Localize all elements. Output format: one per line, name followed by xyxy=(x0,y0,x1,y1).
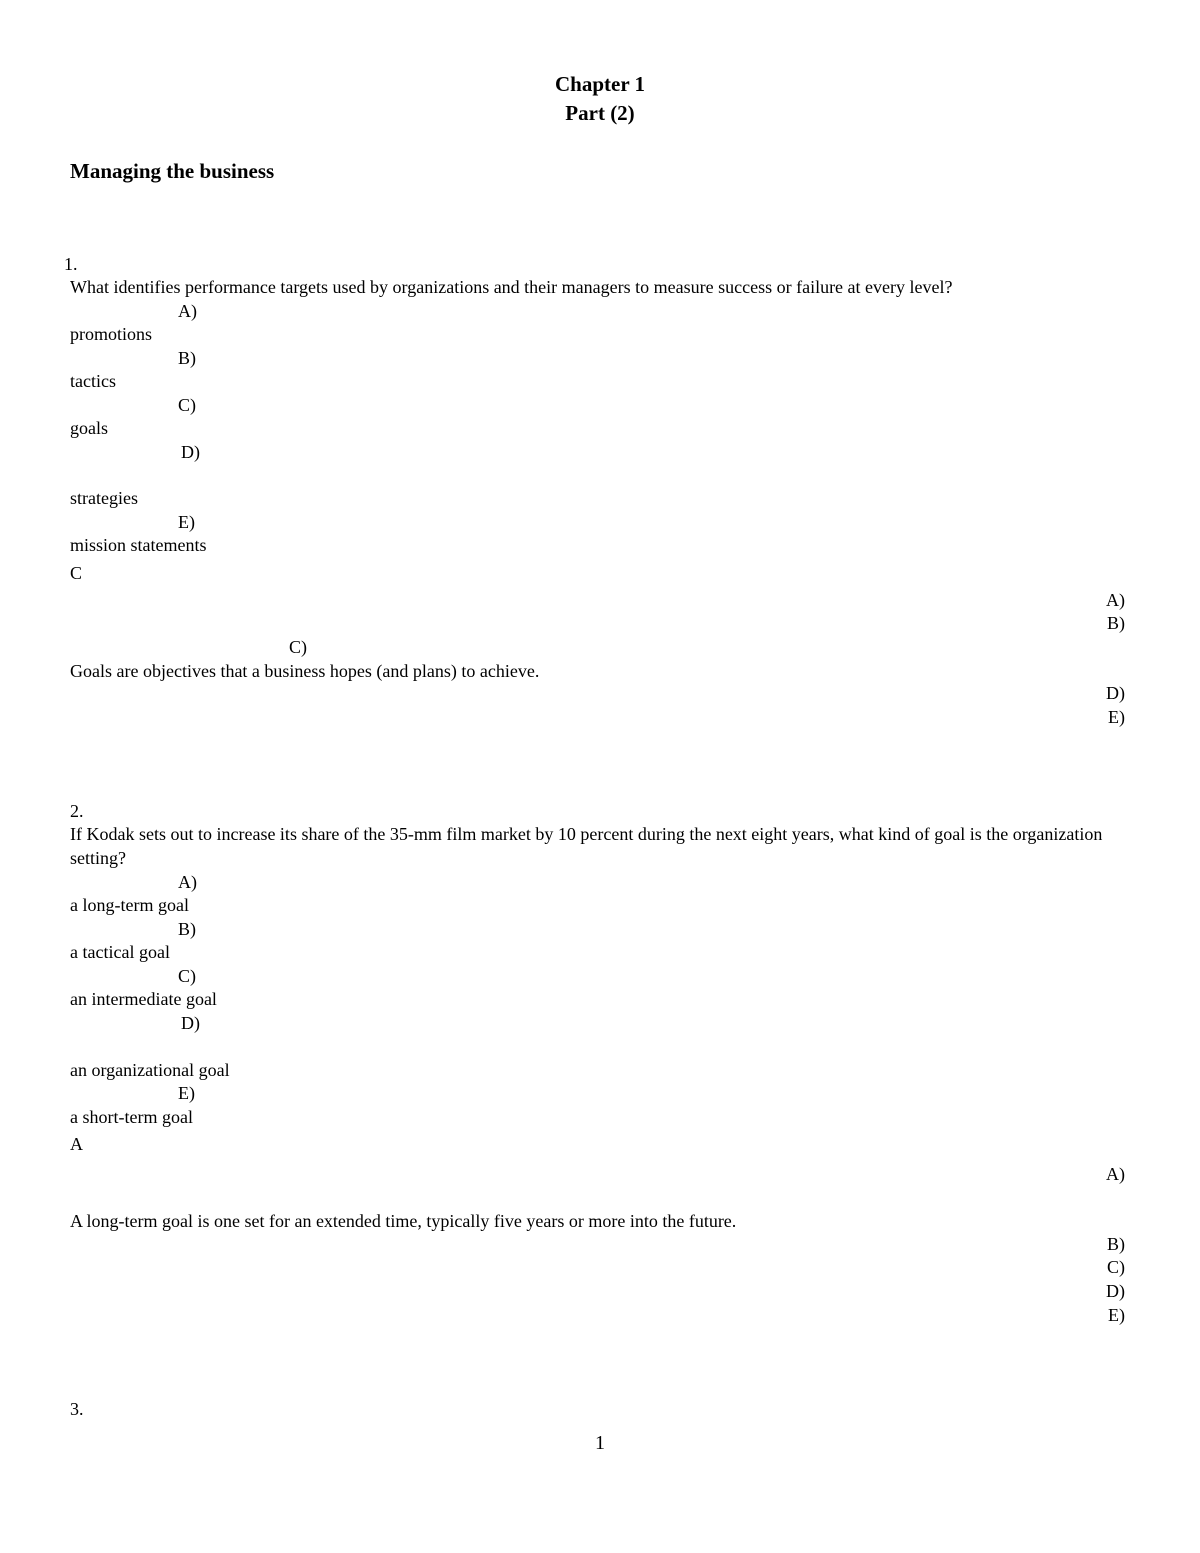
question-number: 2. xyxy=(70,801,84,821)
option-letter: A) xyxy=(178,301,197,321)
option-text: goals xyxy=(70,418,108,438)
question-number: 3. xyxy=(70,1399,84,1419)
feedback-label: A) xyxy=(1106,590,1125,610)
option-text: strategies xyxy=(70,488,138,508)
option-letter: E) xyxy=(178,512,195,532)
option-text: a tactical goal xyxy=(70,942,170,962)
option-letter: B) xyxy=(178,348,196,368)
chapter-title: Chapter 1 xyxy=(554,72,646,96)
option-text: an organizational goal xyxy=(70,1060,230,1080)
option-text: tactics xyxy=(70,371,116,391)
option-letter: B) xyxy=(178,919,196,939)
explanation-label: C) xyxy=(289,637,307,657)
option-text: promotions xyxy=(70,324,153,344)
option-letter: E) xyxy=(178,1083,195,1103)
option-letter: A) xyxy=(178,872,197,892)
feedback-label: D) xyxy=(1106,1281,1125,1301)
option-letter: D) xyxy=(181,1013,200,1033)
section-heading: Managing the business xyxy=(70,159,275,183)
option-letter: C) xyxy=(178,966,196,986)
explanation-text: Goals are objectives that a business hopes (and plans) to achieve. xyxy=(70,661,540,681)
option-text: an intermediate goal xyxy=(70,989,217,1009)
question-number: 1. xyxy=(64,254,78,274)
feedback-label: E) xyxy=(1108,1305,1125,1325)
feedback-label: A) xyxy=(1106,1164,1125,1184)
question-text: What identifies performance targets used by organizations and their managers to measure success or failure at every level? xyxy=(70,277,953,297)
answer-key: C xyxy=(70,563,83,583)
feedback-label: C) xyxy=(1107,1257,1125,1277)
explanation-text: A long-term goal is one set for an extended time, typically five years or more into the future. xyxy=(70,1211,737,1231)
feedback-label: E) xyxy=(1108,707,1125,727)
option-text: mission statements xyxy=(70,535,207,555)
feedback-label: B) xyxy=(1107,613,1125,633)
page-number: 1 xyxy=(595,1432,605,1454)
part-title: Part (2) xyxy=(565,101,635,125)
answer-key: A xyxy=(70,1134,83,1154)
feedback-label: D) xyxy=(1106,683,1125,703)
feedback-label: B) xyxy=(1107,1234,1125,1254)
option-text: a long-term goal xyxy=(70,895,189,915)
option-text: a short-term goal xyxy=(70,1107,193,1127)
option-letter: C) xyxy=(178,395,196,415)
option-letter: D) xyxy=(181,442,200,462)
question-text: If Kodak sets out to increase its share of the 35-mm film market by 10 percent during the next eight years, what kind of goal is the organization setting? xyxy=(70,824,1103,868)
